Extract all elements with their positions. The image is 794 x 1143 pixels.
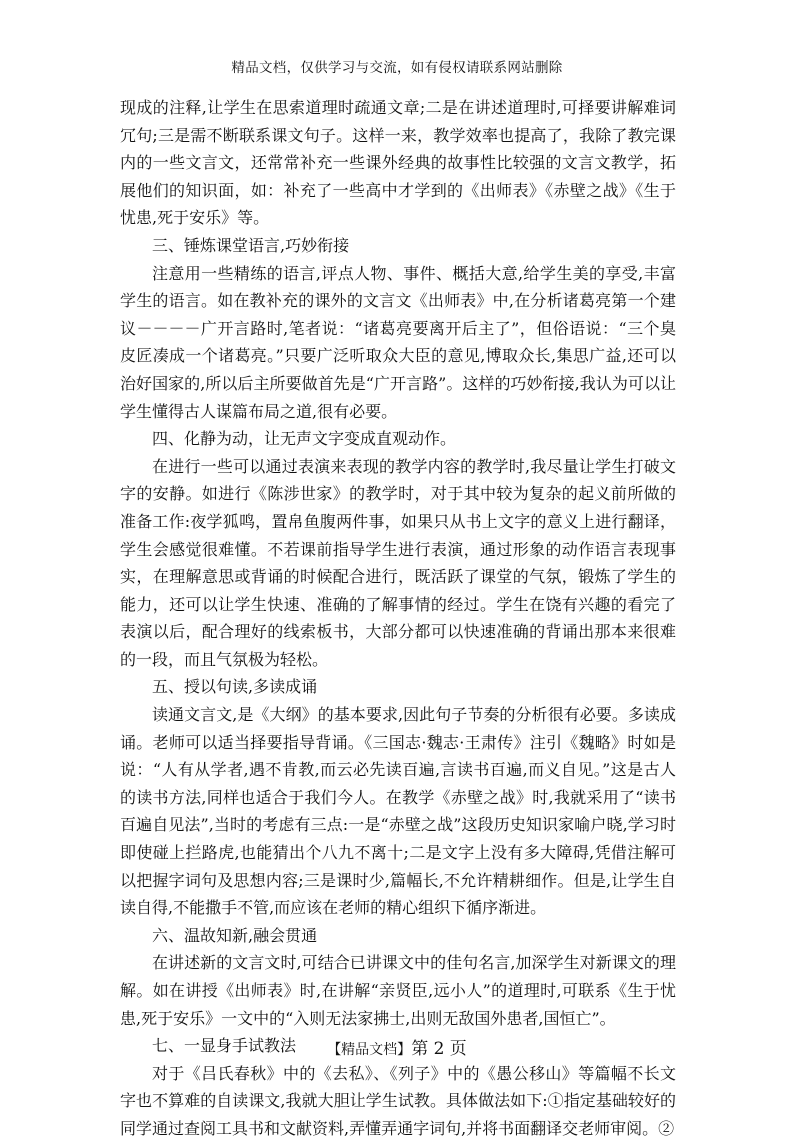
section-heading-7: 七、一显身手试教法 (152, 1036, 297, 1056)
section-heading-3: 三、锤炼课堂语言,巧妙衔接 (152, 235, 350, 255)
section-paragraph-3: 注意用一些精练的语言,评点人物、事件、概括大意,给学生美的享受,丰富学生的语言。如在教补充的课外的文言文《出师表》中,在分析诸葛亮第一个建议－－－－广开言路时,笔者说：“诸葛亮要离开后主了”，但俗语说：“三个臭皮匠凑成一个诸葛亮。”只要广泛听取众大臣的意见,博取众长,集思广益,还可以治好国家的,所以后主所要做首先是“广开言路”。这样的巧妙衔接,我认为可以让学生懂得古人谋篇布局之道,很有必要。 (120, 263, 676, 421)
page-number: 第 2 页 (411, 1039, 467, 1059)
intro-paragraph: 现成的注释,让学生在思索道理时疏通文章;二是在讲述道理时,可择要讲解难词冗句;三是需不断联系课文句子。这样一来，教学效率也提高了，我除了教完课内的一些文言文，还常常补充一些课外经典的故事性比较强的文言文教学，拓展他们的知识面，如：补充了一些高中才学到的《出师表》《赤壁之战》《生于忧患,死于安乐》等。 (120, 98, 676, 228)
footer-tag: 【精品文档】 (327, 1042, 412, 1058)
document-body (120, 94, 676, 1143)
section-paragraph-6: 在讲述新的文言文时,可结合已讲课文中的佳句名言,加深学生对新课文的理解。如在讲授《出师表》时,在讲解“亲贤臣,远小人”的道理时,可联系《生于忧患,死于安乐》一文中的“入则无法家拂士,出则无敌国外患者,国恒亡”。 (120, 953, 676, 1028)
section-paragraph-7: 对于《吕氏春秋》中的《去私》、《列子》中的《愚公移山》等篇幅不长文字也不算难的自读课文,我就大胆让学生试教。具体做法如下:①指定基础较好的同学通过查阅工具书和文献资料,弄懂弄通字词句,并将书面翻译交老师审阅。② (120, 1063, 676, 1138)
section-heading-6: 六、温故知新,融会贯通 (152, 925, 318, 945)
page-footer (0, 1034, 794, 1059)
section-heading-4: 四、化静为动，让无声文字变成直观动作。 (152, 429, 457, 449)
section-heading-5: 五、授以句读,多读成诵 (152, 677, 318, 697)
section-paragraph-5: 读通文言文,是《大纲》的基本要求,因此句子节奏的分析很有必要。多读成诵。老师可以适当择要指导背诵。《三国志·魏志·王肃传》注引《魏略》时如是说：“人有从学者,遇不肯教,而云必先读百遍,言读书百遍,而义自见。”这是古人的读书方法,同样也适合于我们今人。在教学《赤壁之战》时,我就采用了“读书百遍自见法”,当时的考虑有三点:一是“赤壁之战”这段历史知识家喻户晓,学习时即使碰上拦路虎,也能猜出个八九不离十;二是文字上没有多大障碍,凭借注解可以把握字词句及思想内容;三是课时少,篇幅长,不允许精耕细作。但是,让学生自读自得,不能撒手不管,而应该在老师的精心组织下循序渐进。 (120, 705, 676, 918)
section-paragraph-4: 在进行一些可以通过表演来表现的教学内容的教学时,我尽量让学生打破文字的安静。如进行《陈涉世家》的教学时，对于其中较为复杂的起义前所做的准备工作:夜学狐鸣，置帛鱼腹两件事，如果只从书上文字的意义上进行翻译，学生会感觉很难懂。不若课前指导学生进行表演，通过形象的动作语言表现事实，在理解意思或背诵的时候配合进行，既活跃了课堂的气氛，锻炼了学生的能力，还可以让学生快速、准确的了解事情的经过。学生在饶有兴趣的看完了表演以后，配合理好的线索板书，大部分都可以快速准确的背诵出那本来很难的一段，而且气氛极为轻松。 (120, 456, 676, 669)
page-header: 精品文档，仅供学习与交流，如有侵权请联系网站删除 (231, 60, 563, 76)
